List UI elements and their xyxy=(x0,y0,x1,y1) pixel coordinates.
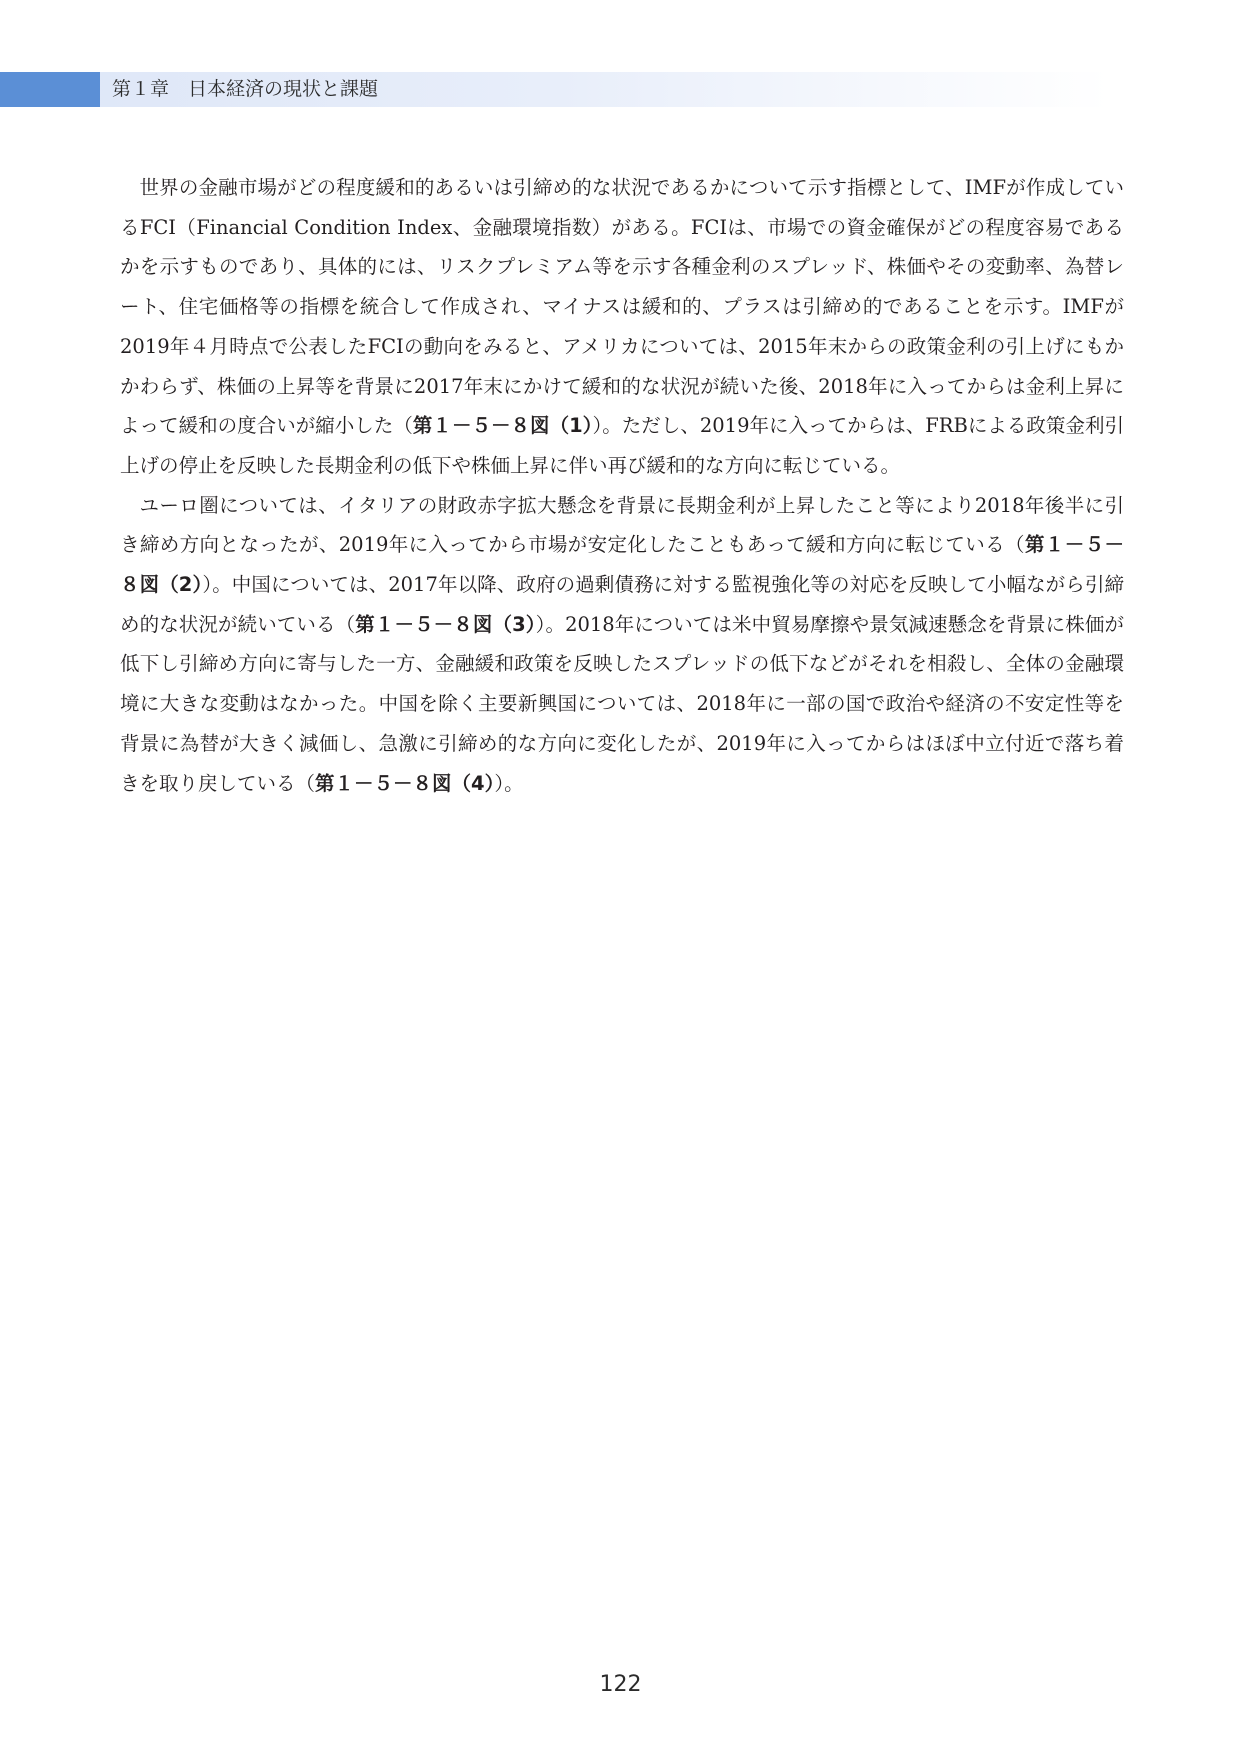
paragraph-text: ）。 xyxy=(494,771,524,795)
figure-reference: 第１－５－８図（4） xyxy=(315,771,495,795)
paragraph-1 xyxy=(120,168,1124,486)
body-text xyxy=(120,168,1124,803)
figure-reference: 第１－５－８図（1） xyxy=(412,414,593,438)
paragraph-text: ）。2018年については米中貿易摩擦や景気減速懸念を背景に株価が低下し引締め方向に寄与した一方、金融緩和政策を反映したスプレッドの低下などがそれを相殺し、全体の金融環境に大きな変動はなかった。中国を除く主要新興国については、2018年に一部の国で政治や経済の不安定性等を背景に為替が大きく減価し、急激に引締め的な方向に変化したが、2019年に入ってからはほぼ中立付近で落ち着きを取り戻している（ xyxy=(120,612,1124,795)
chapter-title: 日本経済の現状と課題 xyxy=(188,78,379,100)
page-number: 122 xyxy=(599,1672,642,1697)
chapter-number: 第１章 xyxy=(112,78,170,100)
paragraph-text: ）。ただし、2019年に入ってからは、FRBによる政策金利引上げの停止を反映した長期金利の低下や株価上昇に伴い再び緩和的な方向に転じている。 xyxy=(120,414,1124,477)
paragraph-text: ）。中国については、2017年以降、政府の過剰債務に対する監視強化等の対応を反映して小幅ながら引締め的な状況が続いている（ xyxy=(120,573,1124,636)
chapter-header-title xyxy=(112,72,378,107)
paragraph-text: 世界の金融市場がどの程度緩和的あるいは引締め的な状況であるかについて示す指標として、IMFが作成しているFCI（Financial Condition Index、金融環境指数）がある。FCIは、市場での資金確保がどの程度容易であるかを示すものであり、具体的には、リスクプレミアム等を示す各種金利のスプレッド、株価やその変動率、為替レート、住宅価格等の指標を統合して作成され、マイナスは緩和的、プラスは引締め的であることを示す。IMFが2019年４月時点で公表したFCIの動向をみると、アメリカについては、2015年末からの政策金利の引上げにもかかわらず、株価の上昇等を背景に2017年末にかけて緩和的な状況が続いた後、2018年に入ってからは金利上昇によって緩和の度合いが縮小した（ xyxy=(120,176,1124,438)
paragraph-text: ユーロ圏については、イタリアの財政赤字拡大懸念を背景に長期金利が上昇したこと等により2018年後半に引き締め方向となったが、2019年に入ってから市場が安定化したこともあって緩和方向に転じている（ xyxy=(120,493,1124,557)
figure-reference: 第１－５－８図（3） xyxy=(355,612,536,636)
chapter-header-accent xyxy=(0,72,100,107)
figure-reference: 第１－５－８図（2） xyxy=(120,533,1124,597)
paragraph-2 xyxy=(120,486,1124,804)
